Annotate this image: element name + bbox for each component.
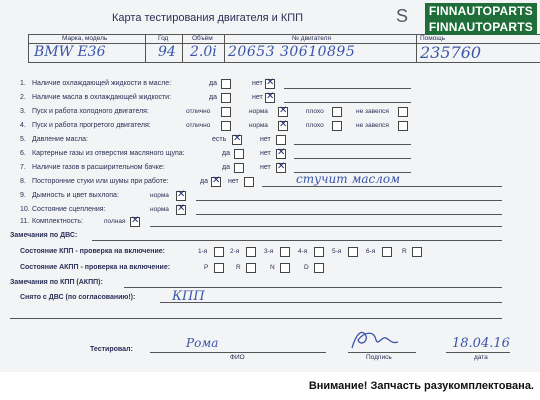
akpp-d-checkbox[interactable] (314, 263, 324, 273)
item-2-net-checkbox[interactable] (265, 93, 275, 103)
item-4-ploho-checkbox[interactable] (332, 121, 342, 131)
akpp-r-checkbox[interactable] (246, 263, 256, 273)
gear-6-label: 6-я (366, 248, 376, 255)
item-5-note-line (294, 144, 411, 145)
signature-label: Подпись (366, 354, 392, 361)
corner-letter: S (396, 6, 409, 26)
item-6-number: 6. (20, 150, 26, 157)
tested-label: Тестировал: (90, 346, 133, 353)
disassembled-notice: Внимание! Запчасть разукомплектована. (308, 380, 534, 392)
item-8-da-label: да (200, 178, 208, 185)
item-6-note-line (294, 158, 411, 159)
header-year: Год (158, 35, 169, 42)
item-11-label: Комплектность: (32, 218, 83, 225)
date-label: дата (474, 354, 488, 361)
item-7-da-checkbox[interactable] (234, 163, 244, 173)
tester-name-line (150, 352, 326, 353)
item-8-handwritten-note: стучит маслом (296, 172, 401, 186)
form-title: Карта тестирования двигателя и КПП (112, 12, 304, 24)
value-volume: 2.0i (190, 44, 217, 60)
item-6-da-label: да (222, 150, 230, 157)
item-11-note-line (150, 226, 502, 227)
item-11-polnaya-label: полная (104, 218, 126, 225)
kpp-state-label: Состояние КПП - проверка на включение: (20, 248, 165, 255)
item-4-ne-zavelsya-checkbox[interactable] (398, 121, 408, 131)
item-5-est-label: есть (212, 136, 227, 143)
gear-5-label: 5-я (332, 248, 342, 255)
item-1-note-line (284, 88, 411, 89)
gear-4-checkbox[interactable] (314, 247, 324, 257)
akpp-p-checkbox[interactable] (214, 263, 224, 273)
extra-line (10, 318, 502, 319)
item-3-ne-zavelsya-label: не завелся (356, 108, 389, 115)
item-10-number: 10. (20, 206, 30, 213)
tester-name: Рома (186, 336, 219, 350)
gear-r-checkbox[interactable] (412, 247, 422, 257)
header-engine-no: № двигателя (292, 35, 331, 42)
item-10-norma-checkbox[interactable] (176, 205, 186, 215)
header-make-model: Марка, модель (62, 35, 108, 42)
item-8-note-line (262, 186, 502, 187)
item-8-net-checkbox[interactable] (244, 177, 254, 187)
item-2-label: Наличие масла в охлаждающей жидкости: (32, 94, 172, 101)
header-col-border (182, 34, 183, 62)
akpp-p-label: P (204, 264, 209, 271)
gear-3-checkbox[interactable] (280, 247, 290, 257)
item-4-otlichno-label: отлично (186, 122, 211, 129)
item-9-label: Дымность и цвет выхлопа: (32, 192, 119, 199)
item-3-ne-zavelsya-checkbox[interactable] (398, 107, 408, 117)
item-5-est-checkbox[interactable] (232, 135, 242, 145)
item-7-net-checkbox[interactable] (276, 163, 286, 173)
removed-value: КПП (172, 289, 205, 304)
header-col-border (416, 34, 417, 62)
item-7-da-label: да (222, 164, 230, 171)
item-2-net-label: нет (252, 94, 263, 101)
header-part-no: Помощь (420, 35, 446, 42)
item-7-net-label: нет (260, 164, 271, 171)
item-8-number: 8. (20, 178, 26, 185)
item-4-ploho-label: плохо (306, 122, 324, 129)
value-make-model: BMW E36 (34, 44, 106, 60)
dvs-remarks-line (92, 240, 502, 241)
item-5-net-label: нет (260, 136, 271, 143)
item-3-otlichno-checkbox[interactable] (221, 107, 231, 117)
item-8-label: Посторонние стуки или шумы при работе: (32, 178, 169, 185)
item-5-net-checkbox[interactable] (276, 135, 286, 145)
item-4-norma-label: норма (249, 122, 268, 129)
item-9-norma-checkbox[interactable] (176, 191, 186, 201)
item-5-label: Давление масла: (32, 136, 88, 143)
item-4-otlichno-checkbox[interactable] (221, 121, 231, 131)
item-5-number: 5. (20, 136, 26, 143)
kpp-remarks-label: Замечания по КПП (АКПП): (10, 279, 103, 286)
item-3-norma-label: норма (249, 108, 268, 115)
item-4-ne-zavelsya-label: не завелся (356, 122, 389, 129)
item-4-label: Пуск и работа прогретого двигателя: (32, 122, 151, 129)
item-1-label: Наличие охлаждающей жидкости в масле: (32, 80, 172, 87)
item-2-note-line (284, 102, 411, 103)
item-11-number: 11. (20, 218, 30, 225)
value-year: 94 (158, 44, 176, 60)
item-3-norma-checkbox[interactable] (278, 107, 288, 117)
item-4-norma-checkbox[interactable] (278, 121, 288, 131)
item-10-norma-label: норма (150, 206, 169, 213)
item-9-norma-label: норма (150, 192, 169, 199)
item-1-da-label: да (209, 80, 217, 87)
kpp-remarks-line (124, 287, 502, 288)
header-col-border (224, 34, 225, 62)
akpp-r-label: R (236, 264, 241, 271)
item-2-da-checkbox[interactable] (221, 93, 231, 103)
akpp-d-label: D (304, 264, 309, 271)
item-8-da-checkbox[interactable] (211, 177, 221, 187)
item-3-ploho-checkbox[interactable] (332, 107, 342, 117)
watermark-logo-bottom: FINNAUTOPARTS (425, 19, 537, 35)
gear-2-label: 2-я (230, 248, 240, 255)
signature-line (348, 352, 416, 353)
header-col-border (145, 34, 146, 62)
item-6-da-checkbox[interactable] (234, 149, 244, 159)
item-8-net-label: нет (228, 178, 239, 185)
header-bottom-line (28, 62, 540, 63)
gear-6-checkbox[interactable] (382, 247, 392, 257)
item-6-net-checkbox[interactable] (276, 149, 286, 159)
item-1-da-checkbox[interactable] (221, 79, 231, 89)
item-3-otlichno-label: отлично (186, 108, 211, 115)
header-volume: Объём (192, 35, 213, 42)
item-7-label: Наличие газов в расширительном бачке: (32, 164, 165, 171)
item-10-label: Состояние сцепления: (32, 206, 106, 213)
item-1-number: 1. (20, 80, 26, 87)
date-value: 18.04.16 (452, 336, 510, 351)
gear-r-label: R (402, 248, 407, 255)
item-3-label: Пуск и работа холодного двигателя: (32, 108, 149, 115)
date-line (446, 352, 510, 353)
value-part-no: 235760 (420, 43, 482, 62)
item-1-net-label: нет (252, 80, 263, 87)
item-4-number: 4. (20, 122, 26, 129)
item-1-net-checkbox[interactable] (265, 79, 275, 89)
gear-4-label: 4-я (298, 248, 308, 255)
removed-line (160, 302, 502, 303)
item-9-number: 9. (20, 192, 26, 199)
watermark-logo-top: FINNAUTOPARTS (425, 3, 537, 19)
akpp-n-checkbox[interactable] (280, 263, 290, 273)
header-col-border (28, 34, 29, 62)
gear-2-checkbox[interactable] (246, 247, 256, 257)
item-3-number: 3. (20, 108, 26, 115)
item-9-note-line (196, 200, 502, 201)
fio-label: ФИО (230, 354, 245, 361)
item-2-number: 2. (20, 94, 26, 101)
item-6-net-label: нет (260, 150, 271, 157)
gear-3-label: 3-я (264, 248, 274, 255)
akpp-state-label: Состояние АКПП - проверка на включение: (20, 264, 171, 271)
gear-1-checkbox[interactable] (214, 247, 224, 257)
item-6-label: Картерные газы из отверстия масляного щупа: (32, 150, 185, 157)
gear-1-label: 1-я (198, 248, 208, 255)
gear-5-checkbox[interactable] (348, 247, 358, 257)
item-11-polnaya-checkbox[interactable] (130, 217, 140, 227)
item-3-ploho-label: плохо (306, 108, 324, 115)
akpp-n-label: N (270, 264, 275, 271)
removed-label: Снято с ДВС (по согласованию!): (20, 294, 136, 301)
signature-mark (346, 326, 402, 352)
item-7-number: 7. (20, 164, 26, 171)
dvs-remarks-label: Замечания по ДВС: (10, 232, 78, 239)
value-engine-no: 20653 30610895 (228, 44, 356, 60)
item-10-note-line (196, 214, 502, 215)
item-2-da-label: да (209, 94, 217, 101)
